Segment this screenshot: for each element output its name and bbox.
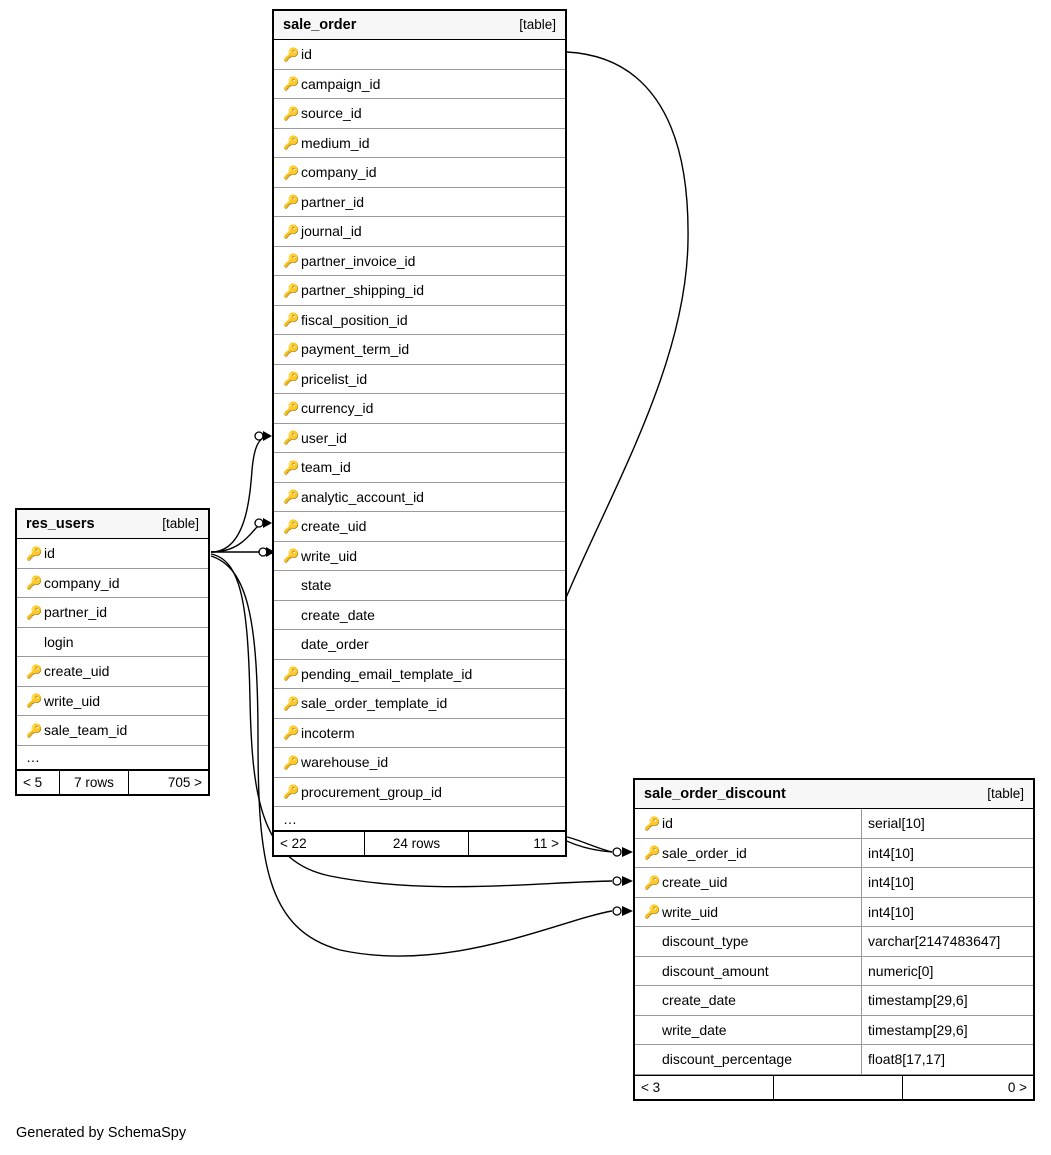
crowfoot-circle-user-id — [255, 432, 263, 440]
table-tag: [table] — [162, 516, 199, 531]
table-row[interactable] — [274, 748, 565, 778]
foreign-key-icon: 🔑 — [283, 459, 300, 475]
edge-res-users-id-to-create-uid — [211, 523, 270, 552]
table-title: sale_order_discount — [644, 785, 786, 802]
table-row[interactable] — [274, 129, 565, 159]
edge-res-users-id-to-user-id — [211, 436, 268, 552]
foreign-key-icon: 🔑 — [283, 400, 300, 416]
more-columns-indicator: … — [17, 746, 208, 770]
column-name: create_date — [662, 992, 736, 1009]
column-name: procurement_group_id — [301, 783, 442, 800]
table-row[interactable] — [274, 719, 565, 749]
column-name: discount_percentage — [662, 1051, 792, 1068]
foreign-key-icon: 🔑 — [283, 548, 300, 564]
prev-page-button[interactable]: < 5 — [23, 774, 43, 790]
column-name: create_uid — [662, 874, 728, 891]
crowfoot-arrow-create-uid — [263, 518, 272, 528]
column-type: float8[17,17] — [861, 1045, 1033, 1074]
column-name: team_id — [301, 459, 351, 476]
column-name: pricelist_id — [301, 370, 368, 387]
column-name: partner_id — [301, 193, 365, 210]
table-row[interactable] — [274, 660, 565, 690]
crowfoot-circle-write-uid — [259, 548, 267, 556]
column-name: create_uid — [44, 663, 110, 680]
column-name: login — [44, 633, 74, 650]
foreign-key-icon: 🔑 — [26, 575, 43, 591]
table-row[interactable] — [274, 306, 565, 336]
crowfoot-circle-discount-sale-order-id — [613, 848, 621, 856]
crowfoot-arrow-discount-write-uid — [622, 906, 633, 916]
table-footer-sale-order — [274, 831, 565, 855]
column-name: company_id — [301, 164, 377, 181]
column-name: fiscal_position_id — [301, 311, 408, 328]
table-res-users[interactable] — [15, 508, 210, 796]
column-name: id — [301, 46, 312, 63]
foreign-key-icon: 🔑 — [283, 666, 300, 682]
column-name: incoterm — [301, 724, 355, 741]
table-row[interactable] — [17, 716, 208, 746]
column-name: journal_id — [301, 223, 362, 240]
foreign-key-icon: 🔑 — [283, 135, 300, 151]
primary-key-icon: 🔑 — [644, 815, 661, 831]
table-sale-order-discount[interactable] — [633, 778, 1035, 1101]
column-name: company_id — [44, 574, 120, 591]
crowfoot-arrow-discount-sale-order-id — [622, 847, 633, 857]
table-row[interactable] — [274, 512, 565, 542]
column-name: state — [301, 577, 332, 594]
column-name: write_uid — [44, 692, 101, 709]
table-title: res_users — [26, 515, 95, 532]
table-row[interactable] — [635, 809, 1033, 839]
foreign-key-icon: 🔑 — [283, 518, 300, 534]
column-type: serial[10] — [861, 809, 1033, 838]
table-row[interactable] — [274, 70, 565, 100]
column-name: write_date — [662, 1021, 727, 1038]
table-row[interactable] — [274, 217, 565, 247]
foreign-key-icon: 🔑 — [283, 194, 300, 210]
edge-sale-order-bottom-to-discount — [567, 837, 612, 852]
foreign-key-icon: 🔑 — [283, 371, 300, 387]
column-name: source_id — [301, 105, 362, 122]
foreign-key-icon: 🔑 — [283, 754, 300, 770]
column-name: create_date — [301, 606, 375, 623]
column-name: date_order — [301, 636, 369, 653]
table-tag: [table] — [519, 17, 556, 32]
foreign-key-icon: 🔑 — [26, 722, 43, 738]
foreign-key-icon: 🔑 — [283, 253, 300, 269]
table-row[interactable] — [274, 689, 565, 719]
column-name: sale_order_template_id — [301, 695, 448, 712]
row-count-label: 7 rows — [59, 771, 129, 794]
table-row[interactable] — [274, 571, 565, 601]
column-name: partner_invoice_id — [301, 252, 416, 269]
foreign-key-icon: 🔑 — [26, 693, 43, 709]
table-tag: [table] — [987, 786, 1024, 801]
table-row[interactable] — [274, 483, 565, 513]
table-row[interactable] — [635, 1045, 1033, 1075]
column-type: timestamp[29,6] — [861, 1016, 1033, 1045]
column-name: discount_amount — [662, 962, 769, 979]
column-name: analytic_account_id — [301, 488, 424, 505]
column-type: int4[10] — [861, 839, 1033, 868]
column-name: create_uid — [301, 518, 367, 535]
table-footer-sale-order-discount — [635, 1075, 1033, 1099]
table-row[interactable] — [635, 868, 1033, 898]
column-name: sale_order_id — [662, 844, 747, 861]
foreign-key-icon: 🔑 — [644, 874, 661, 890]
column-name: payment_term_id — [301, 341, 410, 358]
foreign-key-icon: 🔑 — [283, 164, 300, 180]
table-row[interactable] — [274, 276, 565, 306]
table-row[interactable] — [274, 601, 565, 631]
crowfoot-circle-discount-write-uid — [613, 907, 621, 915]
crowfoot-arrow-discount-create-uid — [622, 876, 633, 886]
column-name: user_id — [301, 429, 347, 446]
prev-page-button[interactable]: < 3 — [641, 1079, 661, 1095]
table-row[interactable] — [17, 598, 208, 628]
foreign-key-icon: 🔑 — [283, 223, 300, 239]
table-row[interactable] — [274, 335, 565, 365]
table-row[interactable] — [274, 394, 565, 424]
foreign-key-icon: 🔑 — [283, 105, 300, 121]
foreign-key-icon: 🔑 — [26, 663, 43, 679]
next-page-button[interactable]: 705 > — [167, 774, 202, 790]
table-row[interactable] — [274, 99, 565, 129]
row-count-label — [773, 1076, 903, 1099]
column-type: varchar[2147483647] — [861, 927, 1033, 956]
table-row[interactable] — [274, 542, 565, 572]
table-row[interactable] — [274, 158, 565, 188]
crowfoot-circle-create-uid — [255, 519, 263, 527]
table-row[interactable] — [274, 365, 565, 395]
foreign-key-icon: 🔑 — [283, 725, 300, 741]
table-sale-order[interactable] — [272, 9, 567, 857]
foreign-key-icon: 🔑 — [283, 282, 300, 298]
table-footer-res-users — [17, 770, 208, 794]
next-page-button[interactable]: 0 > — [1007, 1079, 1027, 1095]
table-row[interactable] — [635, 986, 1033, 1016]
column-name: pending_email_template_id — [301, 665, 473, 682]
table-row[interactable] — [17, 539, 208, 569]
column-type: int4[10] — [861, 898, 1033, 927]
primary-key-icon: 🔑 — [26, 545, 43, 561]
table-row[interactable] — [17, 569, 208, 599]
column-name: id — [44, 545, 55, 562]
column-name: partner_id — [44, 604, 108, 621]
table-row[interactable] — [274, 188, 565, 218]
more-columns-indicator: … — [274, 807, 565, 831]
column-type: numeric[0] — [861, 957, 1033, 986]
column-type: timestamp[29,6] — [861, 986, 1033, 1015]
crowfoot-circle-discount-create-uid — [613, 877, 621, 885]
table-row[interactable] — [635, 839, 1033, 869]
table-row[interactable] — [274, 778, 565, 808]
foreign-key-icon: 🔑 — [283, 695, 300, 711]
foreign-key-icon: 🔑 — [283, 312, 300, 328]
next-page-button[interactable]: 11 > — [533, 836, 559, 851]
table-row[interactable] — [274, 424, 565, 454]
column-name: sale_team_id — [44, 722, 128, 739]
table-header-sale-order — [274, 11, 565, 40]
table-row[interactable] — [17, 657, 208, 687]
table-row[interactable] — [635, 927, 1033, 957]
foreign-key-icon: 🔑 — [283, 784, 300, 800]
generated-by-label: Generated by SchemaSpy — [16, 1125, 187, 1141]
column-type: int4[10] — [861, 868, 1033, 897]
column-name: currency_id — [301, 400, 374, 417]
table-header-sale-order-discount — [635, 780, 1033, 809]
crowfoot-arrow-user-id — [263, 431, 272, 441]
foreign-key-icon: 🔑 — [283, 76, 300, 92]
table-row[interactable] — [635, 898, 1033, 928]
column-name: medium_id — [301, 134, 370, 151]
table-title: sale_order — [283, 16, 357, 33]
foreign-key-icon: 🔑 — [283, 430, 300, 446]
column-name: write_uid — [301, 547, 358, 564]
table-row[interactable] — [274, 630, 565, 660]
table-row[interactable] — [17, 628, 208, 658]
foreign-key-icon: 🔑 — [283, 489, 300, 505]
foreign-key-icon: 🔑 — [644, 845, 661, 861]
table-row[interactable] — [635, 957, 1033, 987]
foreign-key-icon: 🔑 — [644, 904, 661, 920]
table-header-res-users — [17, 510, 208, 539]
foreign-key-icon: 🔑 — [26, 604, 43, 620]
table-row[interactable] — [274, 453, 565, 483]
table-row[interactable] — [635, 1016, 1033, 1046]
table-row[interactable] — [274, 40, 565, 70]
column-name: discount_type — [662, 933, 749, 950]
foreign-key-icon: 🔑 — [283, 341, 300, 357]
column-name: write_uid — [662, 903, 719, 920]
table-row[interactable] — [17, 687, 208, 717]
column-name: warehouse_id — [301, 754, 389, 771]
prev-page-button[interactable]: < 22 — [280, 836, 307, 851]
table-row[interactable] — [274, 247, 565, 277]
primary-key-icon: 🔑 — [283, 46, 300, 62]
column-name: campaign_id — [301, 75, 381, 92]
column-name: id — [662, 815, 673, 832]
row-count-label: 24 rows — [364, 832, 469, 855]
column-name: partner_shipping_id — [301, 282, 424, 299]
